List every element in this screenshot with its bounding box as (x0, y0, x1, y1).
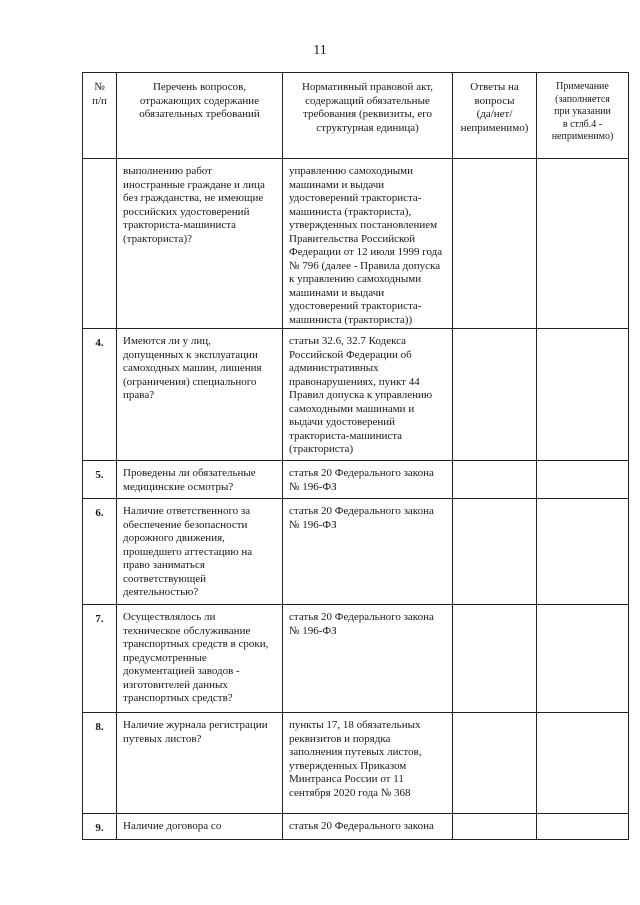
row-question: Проведены ли обязательные медицинские осмотры? (123, 467, 256, 493)
row-note-cell[interactable] (537, 159, 629, 329)
table-header-row (83, 73, 629, 159)
row-question: Имеются ли у лиц, допущенных к эксплуатации самоходных машин, лишения (ограничения) специального права? (123, 335, 262, 401)
row-legal-act: статья 20 Федерального закона № 196-ФЗ (289, 467, 434, 493)
page-number: 11 (313, 43, 327, 58)
row-number: 8. (95, 721, 104, 733)
row-note-cell[interactable] (537, 814, 629, 840)
row-note (537, 159, 628, 165)
header-number (83, 73, 117, 159)
header-answer (453, 73, 537, 159)
row-note-cell[interactable] (537, 605, 629, 713)
row-question: Осуществлялось ли техническое обслуживание транспортных средств в сроки, предусмотренные документацией заводов - изготовителей данных транспортных средств? (123, 611, 269, 704)
row-legal-act: статья 20 Федерального закона № 196-ФЗ (289, 611, 434, 637)
row-note-cell[interactable] (537, 499, 629, 605)
row-answer (453, 461, 536, 467)
row-question: Наличие журнала регистрации путевых листов? (123, 719, 268, 745)
row-answer (453, 159, 536, 165)
row-legal-act: статья 20 Федерального закона (289, 820, 434, 832)
table-row (83, 461, 629, 499)
row-note-cell[interactable] (537, 713, 629, 814)
row-question: Наличие договора со (123, 820, 222, 832)
row-answer (453, 713, 536, 719)
row-legal-act: статья 20 Федерального закона № 196-ФЗ (289, 505, 434, 531)
row-answer-cell[interactable] (453, 814, 537, 840)
row-number: 5. (95, 469, 104, 481)
row-number (83, 159, 116, 167)
row-answer-cell[interactable] (453, 605, 537, 713)
row-note-cell[interactable] (537, 329, 629, 461)
row-question: Наличие ответственного за обеспечение безопасности дорожного движения, прошедшего аттестацию на право заниматься соответствующей деятельностью? (123, 505, 253, 598)
row-answer-cell[interactable] (453, 713, 537, 814)
row-note-cell[interactable] (537, 461, 629, 499)
row-answer (453, 329, 536, 335)
header-note (537, 73, 629, 159)
row-answer (453, 814, 536, 820)
row-answer (453, 499, 536, 505)
table-row (83, 605, 629, 713)
row-note (537, 713, 628, 719)
row-answer-cell[interactable] (453, 499, 537, 605)
row-note (537, 461, 628, 467)
row-number: 7. (95, 613, 104, 625)
header-answer-text: Ответы на вопросы (да/нет/ неприменимо) (460, 81, 529, 134)
header-question (117, 73, 283, 159)
table-row (83, 814, 629, 840)
table-row (83, 713, 629, 814)
row-question: выполнению работ иностранные граждане и лица без гражданства, не имеющие российских удостоверений тракториста-машиниста (тракториста)? (123, 165, 265, 245)
row-answer-cell[interactable] (453, 159, 537, 329)
header-question-text: Перечень вопросов, отражающих содержание обязательных требований (139, 81, 260, 120)
row-answer (453, 605, 536, 611)
header-note-text: Примечание (заполняется при указании в стлб.4 - неприменимо) (551, 81, 614, 142)
row-note (537, 499, 628, 505)
row-legal-act: статьи 32.6, 32.7 Кодекса Российской Федерации об административных правонарушениях, пункт 44 Правил допуска к управлению самоходными машинами и выдачи удостоверений тракториста-машиниста (тракториста) (289, 335, 433, 455)
row-answer-cell[interactable] (453, 329, 537, 461)
row-answer-cell[interactable] (453, 461, 537, 499)
table-row (83, 159, 629, 329)
row-number: 9. (95, 822, 104, 834)
row-legal-act: управлению самоходными машинами и выдачи удостоверений тракториста- машиниста (тракториста), утвержденных постановлением Правительства Российской Федерации от 12 июля 1999 года № 796 (далее - Правила допуска к управлению самоходными машинами и выдачи удостоверений тракториста- машиниста (тракториста)) (289, 165, 443, 326)
row-note (537, 329, 628, 335)
header-legal-act-text: Нормативный правовой акт, содержащий обязательные требования (реквизиты, его структурная единица) (301, 81, 434, 134)
requirements-checklist-table (82, 72, 629, 840)
row-number: 6. (95, 507, 104, 519)
table-row (83, 499, 629, 605)
row-note (537, 605, 628, 611)
row-legal-act: пункты 17, 18 обязательных реквизитов и порядка заполнения путевых листов, утвержденных Приказом Минтранса России от 11 сентября 2020 года № 368 (289, 719, 422, 799)
header-number-text: № п/п (92, 81, 107, 107)
row-number: 4. (95, 337, 104, 349)
header-legal-act (283, 73, 453, 159)
table-row (83, 329, 629, 461)
row-note (537, 814, 628, 820)
